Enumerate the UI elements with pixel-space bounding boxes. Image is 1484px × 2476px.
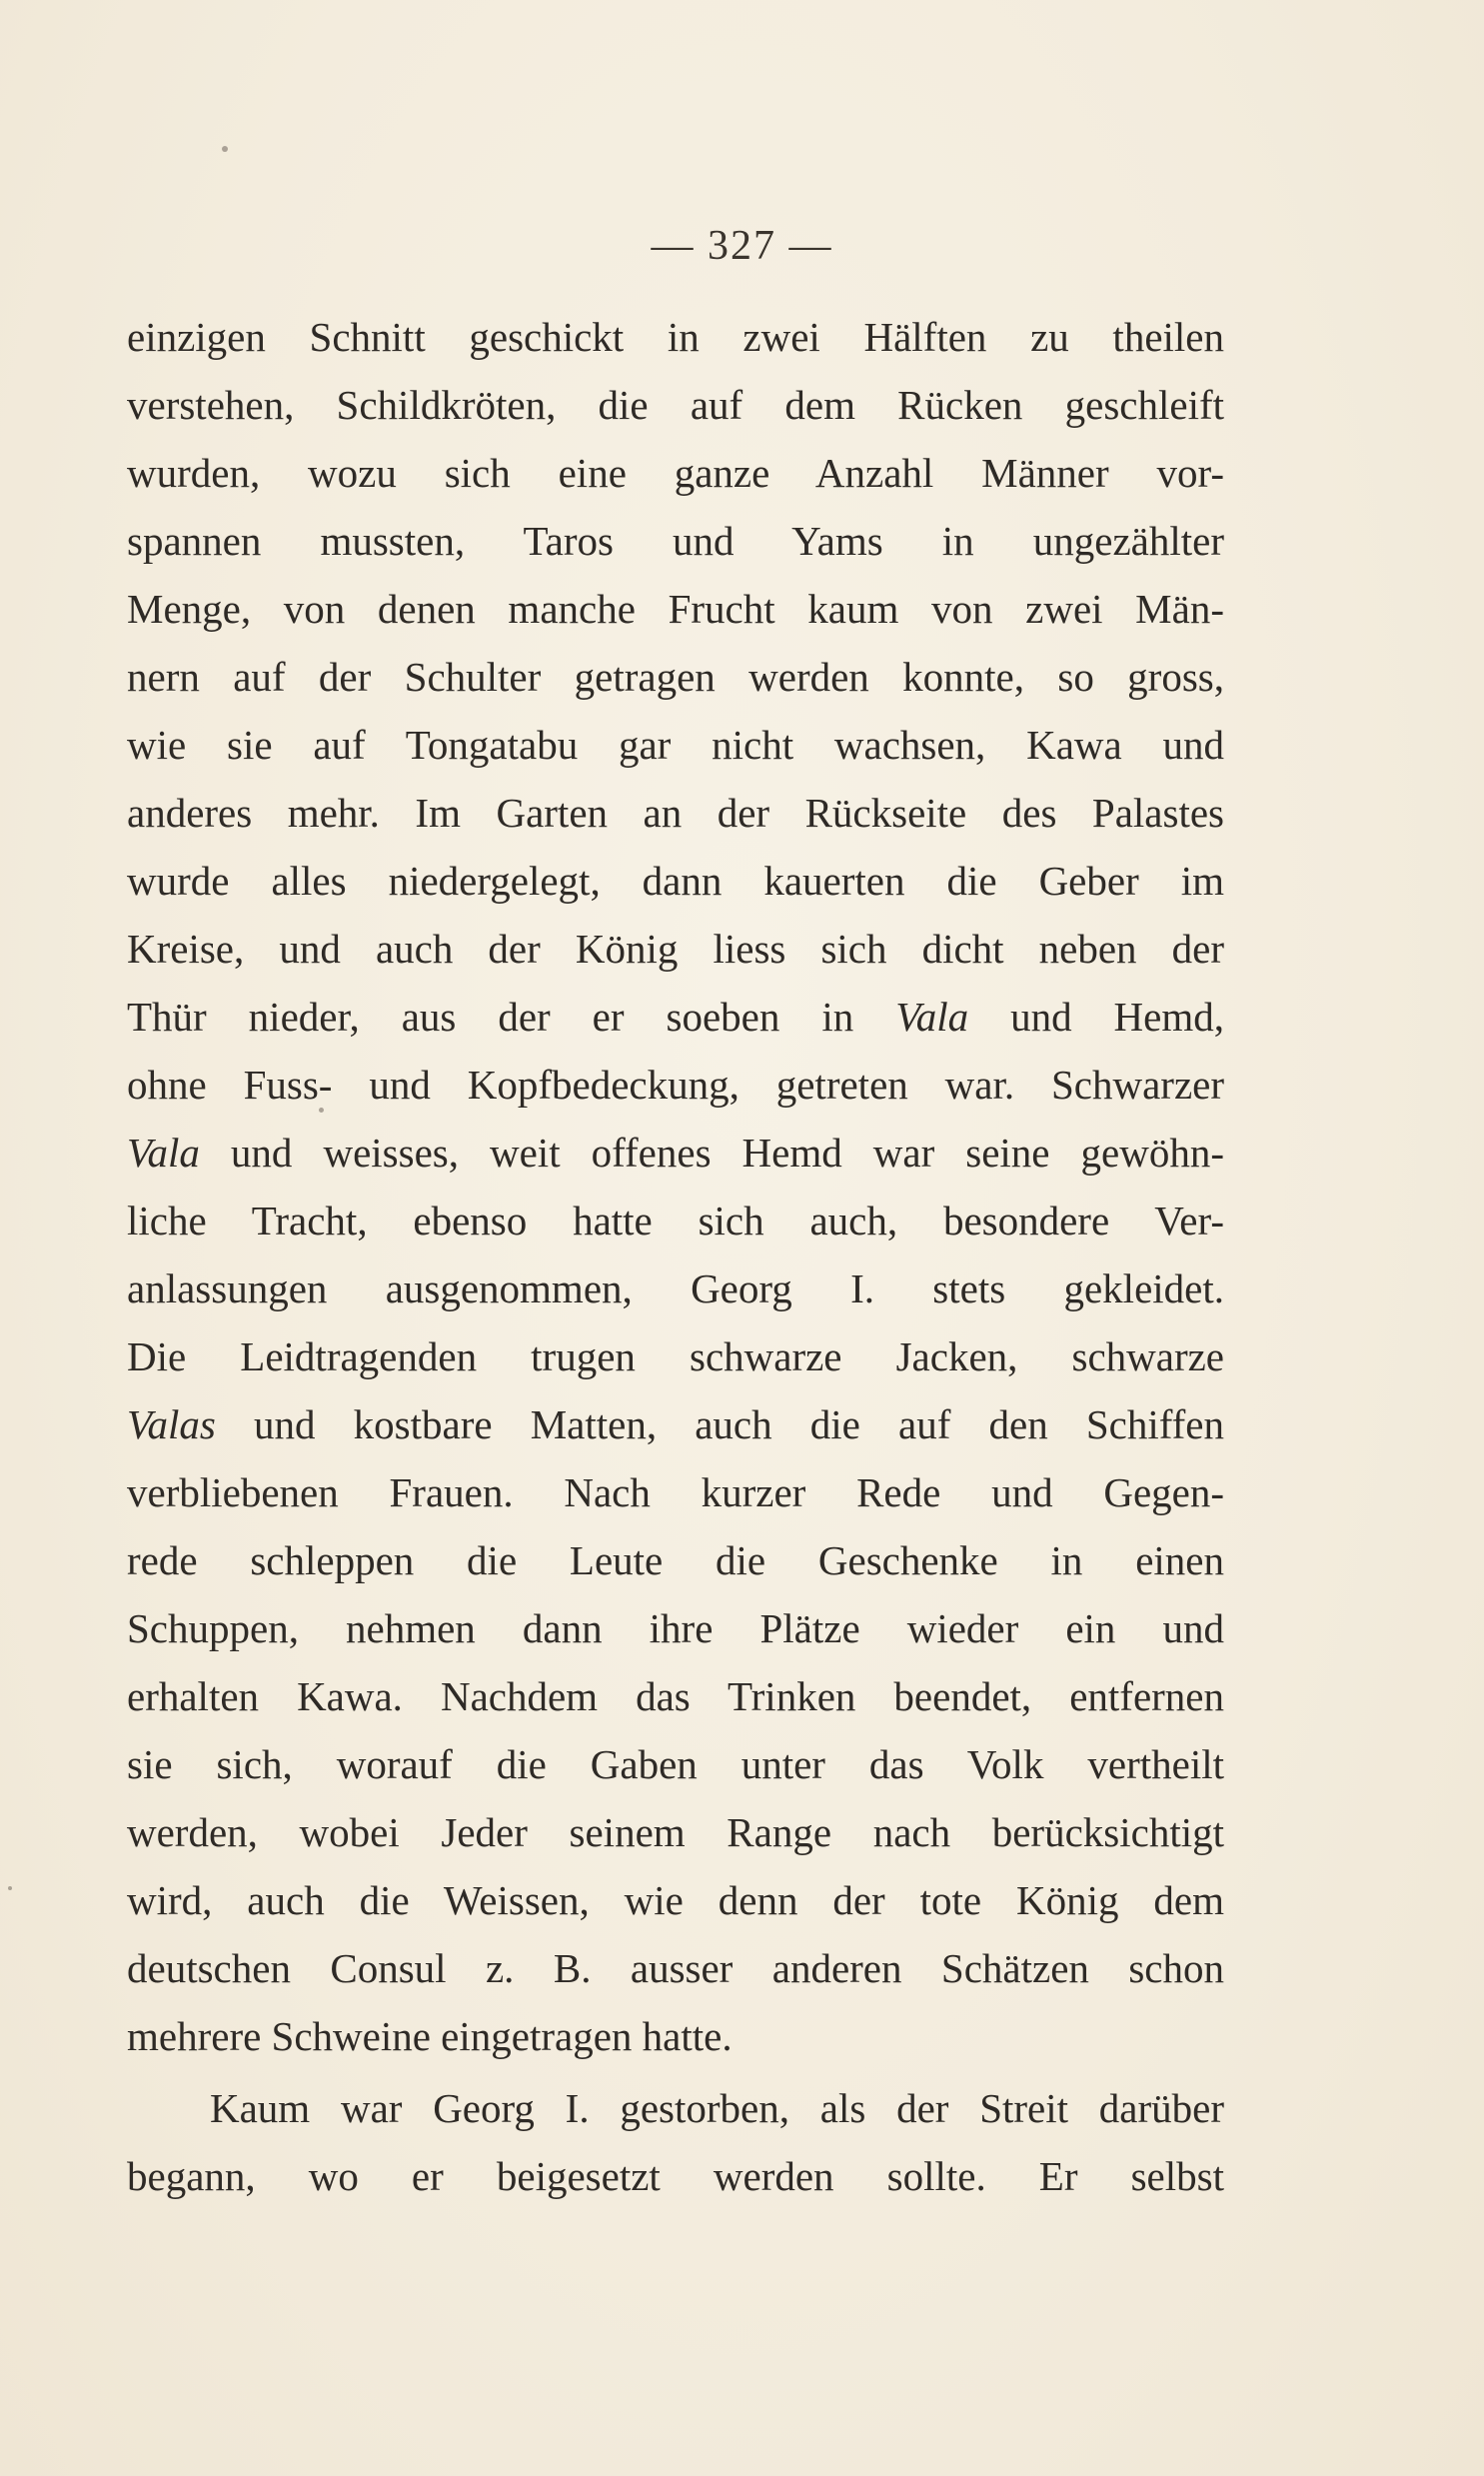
text-line: wird, auch die Weissen, wie denn der tote König dem xyxy=(127,1877,1224,1923)
text-line: anlassungen ausgenommen, Georg I. stets gekleidet. xyxy=(127,1265,1224,1311)
paragraph-first-line: Kaum war Georg I. gestorben, als der Streit darüber xyxy=(210,2085,1224,2131)
text-line xyxy=(127,1120,1224,1186)
text-line: liche Tracht, ebenso hatte sich auch, besondere Ver- xyxy=(127,1198,1224,1243)
text-line: begann, wo er beigesetzt werden sollte. Er selbst xyxy=(127,2153,1224,2199)
italic-word: Valas xyxy=(127,1401,216,1447)
page-number: — 327 — xyxy=(651,223,833,269)
text-line xyxy=(127,984,1224,1050)
text-line: Menge, von denen manche Frucht kaum von zwei Män- xyxy=(127,586,1224,632)
text-line: Schuppen, nehmen dann ihre Plätze wieder ein und xyxy=(127,1605,1224,1651)
paragraph-last-line: mehrere Schweine eingetragen hatte. xyxy=(127,2013,733,2059)
ink-speck xyxy=(8,1886,12,1890)
ink-speck xyxy=(222,146,228,152)
text-line: verbliebenen Frauen. Nach kurzer Rede und Gegen- xyxy=(127,1469,1224,1515)
text-line: anderes mehr. Im Garten an der Rückseite des Palastes xyxy=(127,790,1224,836)
text-line: nern auf der Schulter getragen werden konnte, so gross, xyxy=(127,654,1224,700)
text-line: erhalten Kawa. Nachdem das Trinken beendet, entfernen xyxy=(127,1673,1224,1719)
text-line: wurden, wozu sich eine ganze Anzahl Männer vor- xyxy=(127,450,1224,496)
italic-word: Vala xyxy=(127,1130,200,1176)
text-line: sie sich, worauf die Gaben unter das Volk vertheilt xyxy=(127,1741,1224,1787)
text-line: wurde alles niedergelegt, dann kauerten die Geber im xyxy=(127,858,1224,904)
text-span: und Hemd, xyxy=(968,994,1224,1040)
text-span: Thür nieder, aus der er soeben in xyxy=(127,994,896,1040)
italic-word: Vala xyxy=(895,994,969,1040)
text-line xyxy=(127,1391,1224,1457)
text-span: und kostbare Matten, auch die auf den Schiffen xyxy=(215,1401,1224,1447)
text-line: wie sie auf Tongatabu gar nicht wachsen, Kawa und xyxy=(127,722,1224,768)
text-line: ohne Fuss- und Kopfbedeckung, getreten war. Schwarzer xyxy=(127,1062,1224,1108)
text-line: Kreise, und auch der König liess sich dicht neben der xyxy=(127,926,1224,972)
text-line: verstehen, Schildkröten, die auf dem Rücken geschleift xyxy=(127,382,1224,428)
text-line: spannen mussten, Taros und Yams in ungezählter xyxy=(127,518,1224,564)
text-line: rede schleppen die Leute die Geschenke in einen xyxy=(127,1537,1224,1583)
text-line: einzigen Schnitt geschickt in zwei Hälften zu theilen xyxy=(127,314,1224,360)
text-line: Die Leidtragenden trugen schwarze Jacken, schwarze xyxy=(127,1333,1224,1379)
text-line: deutschen Consul z. B. ausser anderen Schätzen schon xyxy=(127,1945,1224,1991)
text-line: werden, wobei Jeder seinem Range nach berücksichtigt xyxy=(127,1809,1224,1855)
text-span: und weisses, weit offenes Hemd war seine gewöhn- xyxy=(199,1130,1224,1176)
